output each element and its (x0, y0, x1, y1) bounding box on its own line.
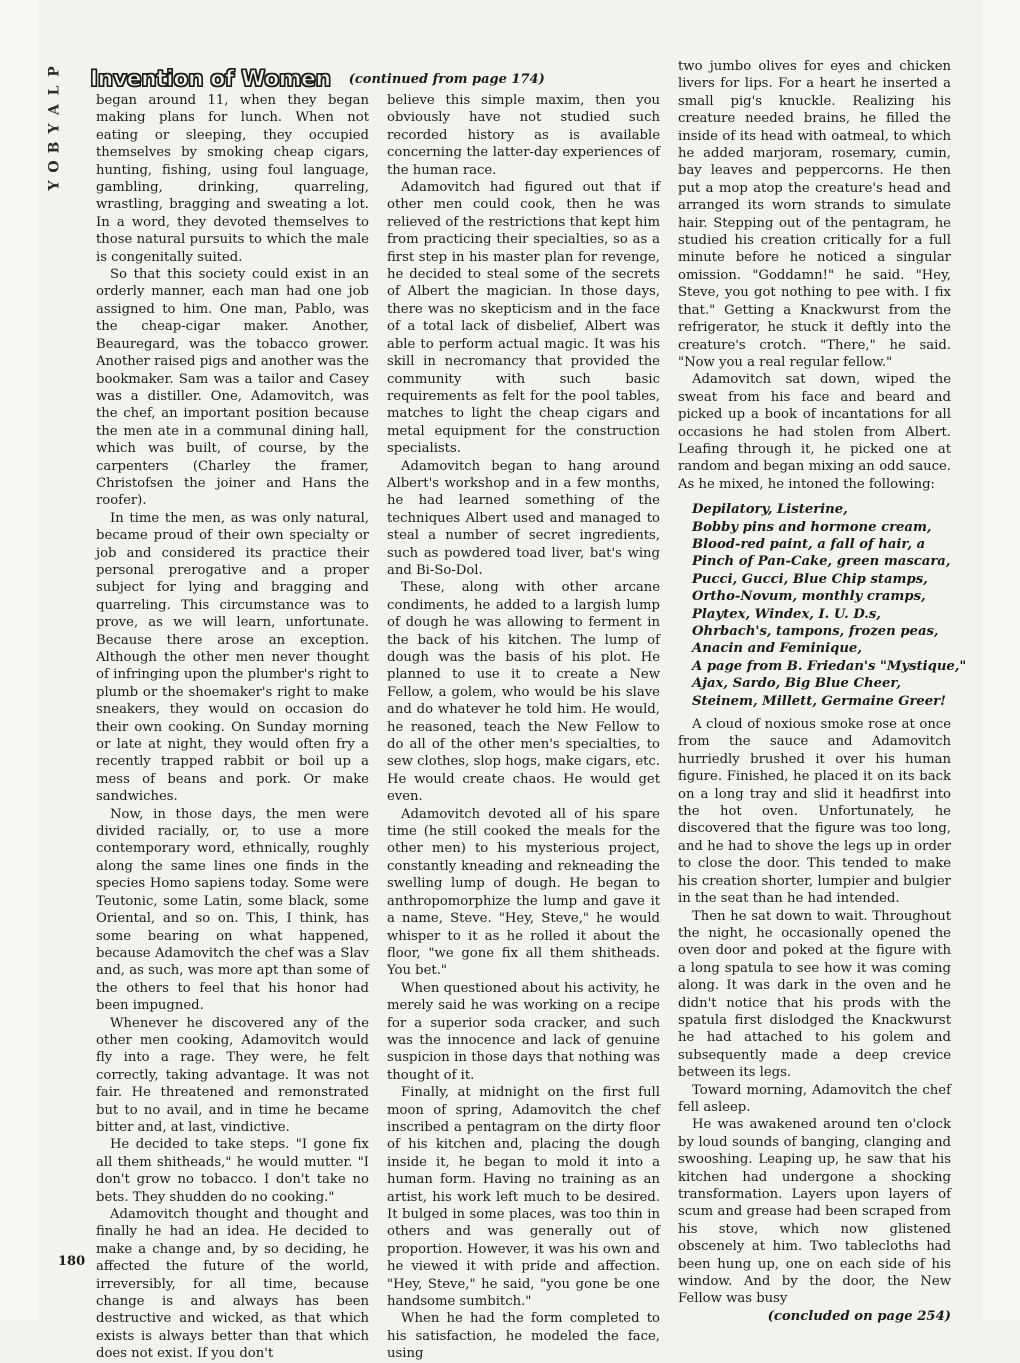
continued-from-note: (continued from page 174) (348, 71, 545, 87)
paragraph: In time the men, as was only natural, became proud of their own specialty or job and considered its practice their personal prerogative and a proper subject for lying and bragging and quarreling. This circumstance was to prove, as we will learn, unfortunate. Because there arose an exception. Although the other men never thought of infringing upon the plumber's right to plumb or the shoemaker's right to make sneakers, they would on occasion do their own cooking. On Sunday morning or late at night, they would often fry a recently trapped rabbit or boil up a mess of beans and pork. Or make sandwiches. (96, 510, 369, 805)
paragraph: began around 11, when they began making plans for lunch. When not eating or sleeping, they occupied themselves by smoking cheap cigars, hunting, fishing, using foul language, gambling, drinking, quarreling, wrastling, bragging and sweating a lot. In a word, they devoted themselves to those natural pursuits to which the male is congenitally suited. (96, 93, 369, 265)
right-margin (982, 0, 1020, 1320)
text-column-2 (387, 92, 660, 1362)
paragraph: Adamovitch sat down, wiped the sweat from his face and beard and picked up a book of incantations for all occasions he had stolen from Albert. Leafing through it, he picked one at random and began mixing an odd sauce. As he mixed, he intoned the following: (678, 372, 951, 492)
paragraph: Toward morning, Adamovitch the chef fell asleep. (678, 1082, 951, 1115)
paragraph: When questioned about his activity, he merely said he was working on a recipe for a superior soda cracker, and such was the innocence and lack of genuine suspicion in those days that nothing was thought of it. (387, 980, 660, 1083)
poem-line: Anacin and Feminique, (692, 641, 862, 657)
paragraph: believe this simple maxim, then you obviously have not studied such recorded history as is available concerning the latter-day experiences of the human race. (387, 93, 660, 178)
paragraph: A cloud of noxious smoke rose at once from the sauce and Adamovitch hurriedly brushed it over his human figure. Finished, he placed it on its back on a long tray and slid it headfirst into the hot oven. Unfortunately, he discovered that the figure was too long, and he had to shove the legs up in order to close the door. This tended to make his creation shorter, lumpier and bulgier in the seat than he had intended. (678, 717, 951, 907)
paragraph: He decided to take steps. "I gone fix all them shitheads," he would mutter. "I don't grow no tobacco. I don't take no bets. They shudden do no cooking." (96, 1137, 369, 1205)
poem-line: A page from B. Friedan's "Mystique," (692, 658, 967, 674)
paragraph: So that this society could exist in an orderly manner, each man had one job assigned to him. One man, Pablo, was the cheap-cigar maker. Another, Beauregard, was the tobacco grower. Another raised pigs and another was the bookmaker. Sam was a tailor and Casey was a distiller. One, Adamovitch, was the chef, an important position because the men ate in a communal dining hall, which was built, of course, by the carpenters (Charley the framer, Christofsen the joiner and Hans the roofer). (96, 267, 369, 509)
poem-line: Pinch of Pan-Cake, green mascara, (692, 554, 951, 570)
paragraph: Whenever he discovered any of the other men cooking, Adamovitch would fly into a rage. They were, he felt correctly, taking advantage. It was not fair. He threatened and remonstrated but to no avail, and in time he became bitter and, at last, vindictive. (96, 1015, 369, 1135)
paragraph: These, along with other arcane condiments, he added to a largish lump of dough he was allowing to ferment in the back of his kitchen. The lump of dough was the basis of his plot. He planned to use it to create a New Fellow, a golem, who would be his slave and do whatever he told him. He would, he reasoned, teach the New Fellow to do all of the other men's specialties, to sew clothes, slop hogs, make cigars, etc. He would create chaos. He would get even. (387, 580, 660, 805)
page-number: 180 (58, 1254, 86, 1269)
vertical-magazine-logo: P L A Y B O Y (46, 66, 63, 191)
incantation-poem (692, 501, 967, 710)
article-header (90, 64, 545, 94)
poem-line: Playtex, Windex, I. U. D.s, (692, 606, 881, 622)
article-title: Invention of Women (90, 66, 331, 92)
poem-line: Ortho-Novum, monthly cramps, (692, 589, 926, 605)
paragraph: Finally, at midnight on the first full moon of spring, Adamovitch the chef inscribed a pentagram on the dirty floor of his kitchen and, placing the dough inside it, he began to mold it into a human form. Having no training as an artist, his work left much to be desired. It bulged in some places, was too thin in others and was generally out of proportion. However, it was his own and he viewed it with pride and affection. "Hey, Steve," he said, "you gone be one handsome sumbitch." (387, 1085, 660, 1310)
paragraph: Adamovitch devoted all of his spare time (he still cooked the meals for the other men) to his mysterious project, constantly kneading and rekneading the swelling lump of dough. He began to anthropomorphize the lump and gave it a name, Steve. "Hey, Steve," he would whisper to it as he rolled it about the floor, "we gone fix all them shitheads. You bet." (387, 806, 660, 979)
text-column-1 (96, 92, 369, 1362)
poem-line: Blood-red paint, a fall of hair, a (692, 536, 926, 552)
poem-line: Steinem, Millett, Germaine Greer! (692, 693, 946, 709)
paragraph: two jumbo olives for eyes and chicken livers for lips. For a heart he inserted a small pig's knuckle. Realizing his creature needed brains, he filled the inside of its head with oatmeal, to which he added marjoram, rosemary, cumin, bay leaves and peppercorns. He then put a mop atop the creature's head and arranged its worn strands to simulate hair. Stepping out of the pentagram, he studied his creation critically for a full minute before he noticed a singular omission. "Goddamn!" he said. "Hey, Steve, you got nothing to pee with. I fix that." Getting a Knackwurst from the refrigerator, he stuck it deftly into the creature's crotch. "There," he said. "Now you a real regular fellow." (678, 59, 951, 370)
poem-line: Depilatory, Listerine, (692, 502, 848, 518)
left-margin (0, 0, 38, 1320)
paragraph: He was awakened around ten o'clock by loud sounds of banging, clanging and swooshing. Leaping up, he saw that his kitchen had undergone a shocking transformation. Layers upon layers of scum and grease had been scraped from his stove, which now glistened obscenely at him. Two tablecloths had been hung up, one on each side of his window. And by the door, the New Fellow was busy (678, 1117, 951, 1307)
concluded-on-note: (concluded on page 254) (767, 1308, 951, 1324)
poem-line: Pucci, Gucci, Blue Chip stamps, (692, 571, 928, 587)
paragraph: Adamovitch had figured out that if other men could cook, then he was relieved of the restrictions that kept him from practicing their specialties, so as a first step in his master plan for revenge, he decided to steal some of the secrets of Albert the magician. In those days, there was no skepticism and in the face of a total lack of disbelief, Albert was able to perform actual magic. It was his skill in necromancy that provided the community with such basic requirements as felt for the pool tables, matches to light the cheap cigars and metal equipment for the construction specialists. (387, 180, 660, 457)
poem-line: Bobby pins and hormone cream, (692, 519, 932, 535)
poem-line: Ohrbach's, tampons, frozen peas, (692, 624, 939, 639)
paragraph: Adamovitch began to hang around Albert's workshop and in a few months, he had learned something of the techniques Albert used and managed to steal a number of secret ingredients, such as powdered toad liver, bat's wing and Bi-So-Dol. (387, 458, 660, 578)
paragraph: Adamovitch thought and thought and finally he had an idea. He decided to make a change and, by so deciding, he affected the future of the world, irreversibly, for all time, because change is and always has been destructive and wicked, as that which exists is always better than that which does not exist. If you don't (96, 1207, 369, 1362)
paragraph: Then he sat down to wait. Throughout the night, he occasionally opened the oven door and poked at the figure with a long spatula to see how it was coming along. It was dark in the oven and he didn't notice that his prods with the spatula first dislodged the Knackwurst he had attached to his golem and subsequently made a deep crevice between its legs. (678, 908, 951, 1081)
text-column-3 (678, 58, 967, 1324)
paragraph: When he had the form completed to his satisfaction, he modeled the face, using (387, 1311, 660, 1362)
paragraph: Now, in those days, the men were divided racially, or, to use a more contemporary word, ethnically, roughly along the same lines one finds in the species Homo sapiens today. Some were Teutonic, some Latin, some black, some Oriental, and so on. This, I think, has some bearing on what happened, because Adamovitch the chef was a Slav and, as such, was more apt than some of the others to feel that his honor had been impugned. (96, 806, 369, 1014)
poem-line: Ajax, Sardo, Big Blue Cheer, (692, 676, 901, 692)
